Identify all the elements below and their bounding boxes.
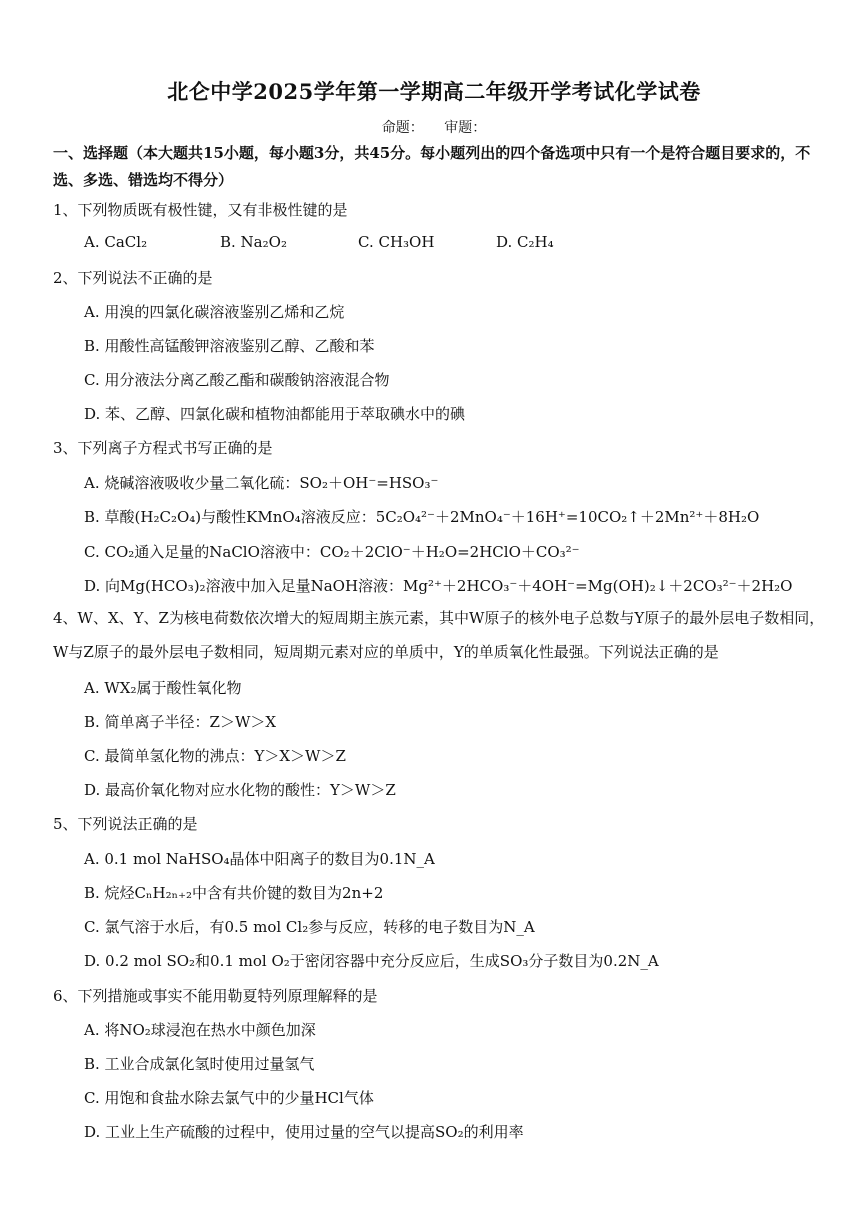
question-3-option-b: B. 草酸(H₂C₂O₄)与酸性KMnO₄溶液反应：5C₂O₄²⁻＋2MnO₄⁻＋16H⁺=10CO₂↑＋2Mn²⁺＋8H₂O [84, 508, 760, 526]
question-6-option-c: C. 用饱和食盐水除去氯气中的少量HCl气体 [84, 1089, 374, 1107]
question-4-option-a: A. WX₂属于酸性氧化物 [84, 679, 242, 697]
question-6-option-b: B. 工业合成氯化氢时使用过量氢气 [84, 1055, 315, 1073]
question-1-option-d: D. C₂H₄ [496, 233, 554, 251]
question-5-option-b: B. 烷烃CₙH₂ₙ₊₂中含有共价键的数目为2n+2 [84, 884, 384, 902]
question-5-option-c: C. 氯气溶于水后，有0.5 mol Cl₂参与反应，转移的电子数目为N_A [84, 918, 535, 936]
question-3-option-c: C. CO₂通入足量的NaClO溶液中：CO₂＋2ClO⁻＋H₂O=2HClO＋CO₃²⁻ [84, 543, 580, 561]
question-5-option-d: D. 0.2 mol SO₂和0.1 mol O₂于密闭容器中充分反应后，生成SO₃分子数目为0.2N_A [84, 952, 659, 970]
question-3-stem: 3、下列离子方程式书写正确的是 [53, 439, 273, 457]
question-6-option-d: D. 工业上生产硫酸的过程中，使用过量的空气以提高SO₂的利用率 [84, 1123, 524, 1141]
question-4-option-d: D. 最高价氧化物对应水化物的酸性：Y＞W＞Z [84, 781, 396, 799]
question-5-option-a: A. 0.1 mol NaHSO₄晶体中阳离子的数目为0.1N_A [84, 850, 435, 868]
exam-title: 北仑中学2025学年第一学期高二年级开学考试化学试卷 [167, 79, 701, 104]
question-2-option-c: C. 用分液法分离乙酸乙酯和碳酸钠溶液混合物 [84, 371, 390, 389]
question-6-stem: 6、下列措施或事实不能用勒夏特列原理解释的是 [53, 987, 378, 1005]
question-6-option-a: A. 将NO₂球浸泡在热水中颜色加深 [84, 1021, 316, 1039]
reviewer-label: 审题： [444, 120, 487, 136]
question-3-option-d: D. 向Mg(HCO₃)₂溶液中加入足量NaOH溶液：Mg²⁺＋2HCO₃⁻＋4OH⁻=Mg(OH)₂↓＋2CO₃²⁻＋2H₂O [84, 577, 793, 595]
question-3-option-a: A. 烧碱溶液吸收少量二氧化硫：SO₂＋OH⁻=HSO₃⁻ [84, 474, 439, 492]
question-5-stem: 5、下列说法正确的是 [53, 815, 198, 833]
section-heading: 一、选择题（本大题共15小题，每小题3分，共45分。每小题列出的四个备选项中只有一个是符合题目要求的，不选、多选、错选均不得分） [53, 144, 811, 189]
question-1-option-a: A. CaCl₂ [84, 233, 148, 251]
question-4-option-b: B. 简单离子半径：Z＞W＞X [84, 713, 277, 731]
question-1-option-b: B. Na₂O₂ [220, 233, 287, 251]
author-line [0, 117, 868, 137]
question-2-option-b: B. 用酸性高锰酸钾溶液鉴别乙醇、乙酸和苯 [84, 337, 375, 355]
author-label: 命题： [381, 120, 424, 136]
question-1-stem: 1、下列物质既有极性键，又有非极性键的是 [53, 201, 348, 219]
question-4-stem: 4、W、X、Y、Z为核电荷数依次增大的短周期主族元素，其中W原子的核外电子总数与Y原子的最外层电子数相同，W与Z原子的最外层电子数相同，短周期元素对应的单质中，Y的单质氧化性最强。下列说法正确的是 [53, 609, 825, 661]
question-2-option-d: D. 苯、乙醇、四氯化碳和植物油都能用于萃取碘水中的碘 [84, 405, 466, 423]
question-1-option-c: C. CH₃OH [358, 233, 435, 251]
question-4-option-c: C. 最简单氢化物的沸点：Y＞X＞W＞Z [84, 747, 346, 765]
question-2-option-a: A. 用溴的四氯化碳溶液鉴别乙烯和乙烷 [84, 303, 345, 321]
question-2-stem: 2、下列说法不正确的是 [53, 269, 213, 287]
